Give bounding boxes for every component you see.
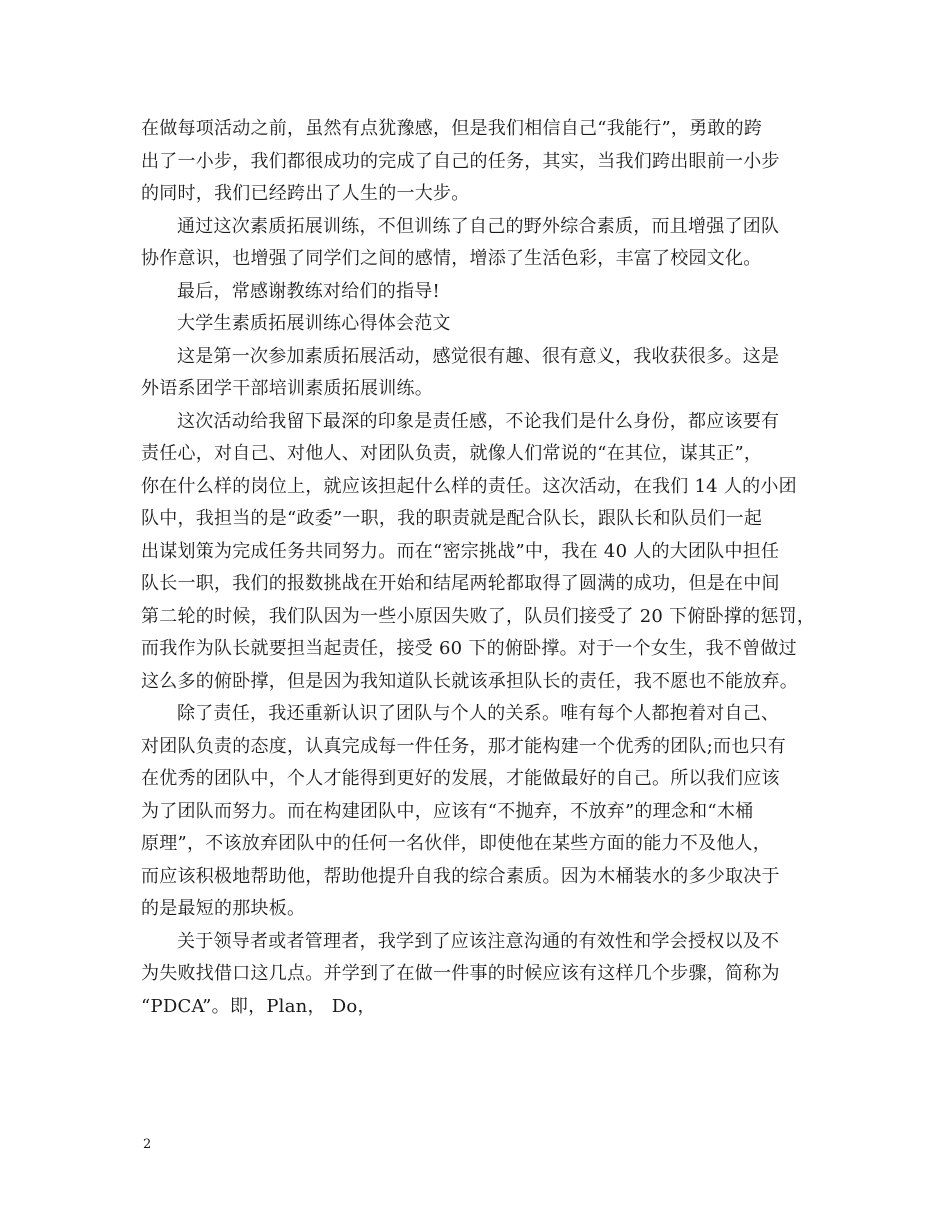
- paragraph-line: 为了团队而努力。而在构建团队中，应该有“不抛弃，不放弃”的理念和“木桶: [141, 800, 754, 822]
- paragraph-line: 最后，常感谢教练对给们的指导!: [177, 280, 440, 302]
- paragraph-line: 责任心，对自己、对他人、对团队负责，就像人们常说的“在其位，谋其正”，: [141, 443, 763, 464]
- paragraph-line: 这是第一次参加素质拓展活动，感觉很有趣、很有意义，我收获很多。这是: [177, 345, 780, 367]
- paragraph-line: 队长一职，我们的报数挑战在开始和结尾两轮都取得了圆满的成功，但是在中间: [141, 573, 780, 594]
- paragraph-line: 出了一小步，我们都很成功的完成了自己的任务，其实，当我们跨出眼前一小步: [141, 150, 780, 172]
- paragraph-line: 关于领导者或者管理者，我学到了应该注意沟通的有效性和学会授权以及不: [177, 930, 780, 952]
- paragraph-line: 第二轮的时候，我们队因为一些小原因失败了，队员们接受了 20 下俯卧撑的惩罚，: [141, 605, 816, 627]
- paragraph-line: 队中，我担当的是“政委”一职，我的职责就是配合队长，跟队长和队员们一起: [141, 508, 763, 529]
- paragraph-line: 通过这次素质拓展训练，不但训练了自己的野外综合素质，而且增强了团队: [177, 215, 780, 237]
- paragraph-line: 协作意识，也增强了同学们之间的感情，增添了生活色彩，丰富了校园文化。: [141, 248, 762, 269]
- paragraph-line: “PDCA”。即，Plan， Do，: [141, 995, 376, 1017]
- paragraph-line: 这么多的俯卧撑，但是因为我知道队长就该承担队长的责任，我不愿也不能放弃。: [141, 670, 798, 692]
- paragraph-line: 的是最短的那块板。: [141, 898, 306, 919]
- page-number: 2: [143, 1137, 152, 1152]
- document-body: [141, 113, 816, 1023]
- paragraph-line: 出谋划策为完成任务共同努力。而在“密宗挑战”中，我在 40 人的大团队中担任: [141, 540, 780, 562]
- paragraph-line: 在做每项活动之前，虽然有点犹豫感，但是我们相信自己“我能行”，勇敢的跨: [141, 118, 763, 139]
- paragraph-line: 为失败找借口这几点。并学到了在做一件事的时候应该有这样几个步骤，简称为: [141, 963, 780, 984]
- paragraph-line: 而应该积极地帮助他，帮助他提升自我的综合素质。因为木桶装水的多少取决于: [141, 865, 780, 887]
- paragraph-line: 你在什么样的岗位上，就应该担起什么样的责任。这次活动，在我们 14 人的小团: [141, 475, 797, 497]
- paragraph-line: 在优秀的团队中，个人才能得到更好的发展，才能做最好的自己。所以我们应该: [141, 768, 780, 789]
- section-heading: 大学生素质拓展训练心得体会范文: [177, 313, 451, 334]
- paragraph-line: 原理”，不该放弃团队中的任何一名伙伴，即使他在某些方面的能力不及他人，: [141, 833, 771, 854]
- paragraph-line: 这次活动给我留下最深的印象是责任感，不论我们是什么身份，都应该要有: [177, 410, 780, 432]
- paragraph-line: 除了责任，我还重新认识了团队与个人的关系。唯有每个人都抱着对自己、: [177, 703, 780, 724]
- paragraph-line: 的同时，我们已经跨出了人生的一大步。: [141, 183, 470, 204]
- paragraph-line: 对团队负责的态度，认真完成每一件任务，那才能构建一个优秀的团队;而也只有: [141, 735, 787, 757]
- paragraph-line: 外语系团学干部培训素质拓展训练。: [141, 378, 433, 399]
- paragraph-line: 而我作为队长就要担当起责任，接受 60 下的俯卧撑。对于一个女生，我不曾做过: [141, 638, 797, 659]
